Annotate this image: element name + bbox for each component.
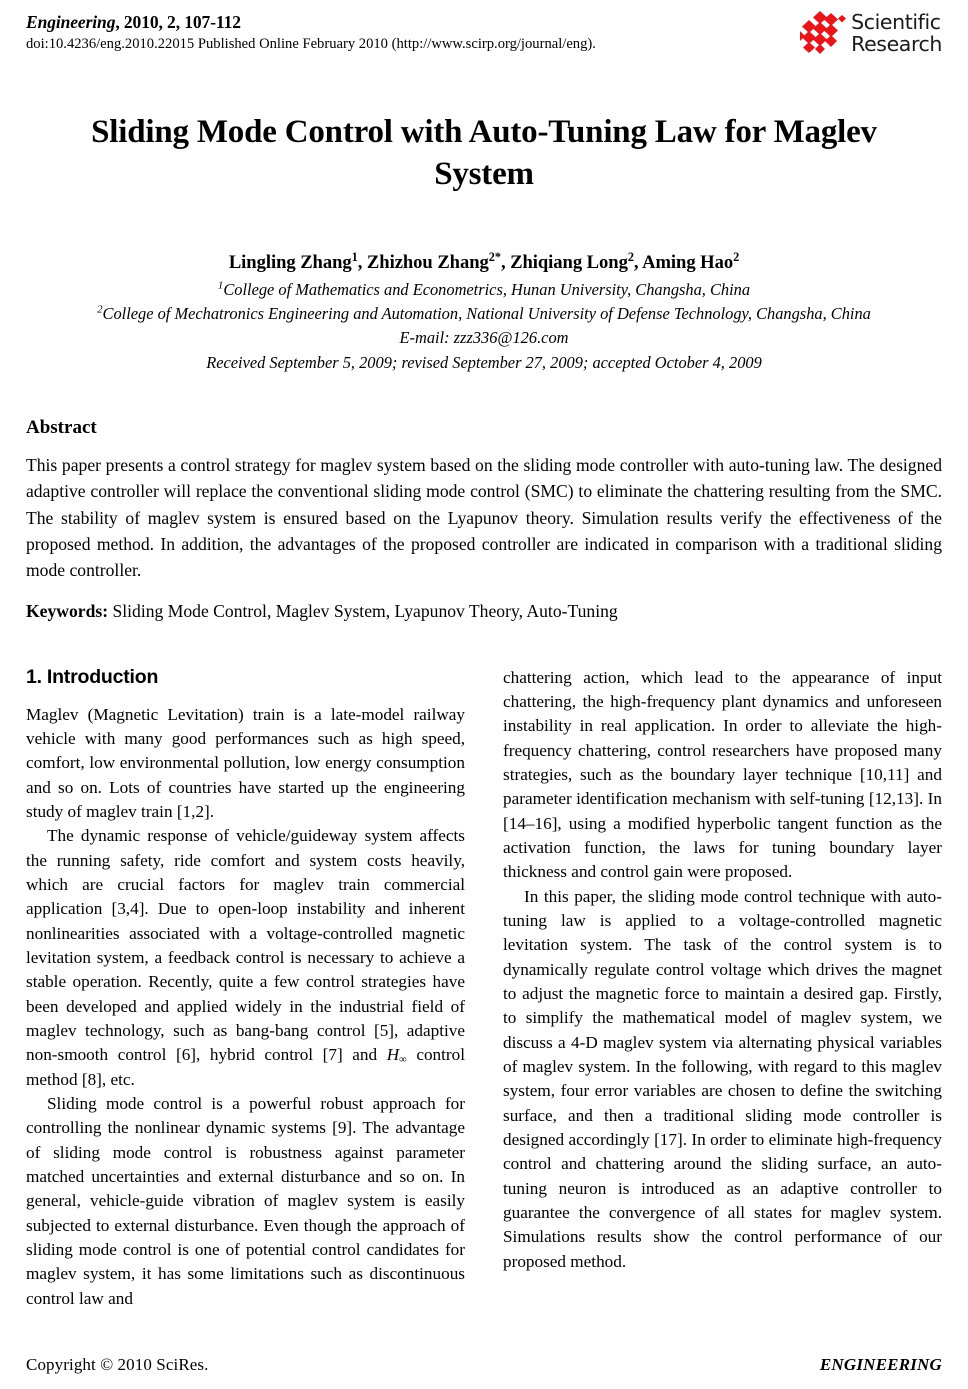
diamond-grid-icon xyxy=(800,11,846,55)
journal-name: Engineering xyxy=(26,12,116,32)
logo-line-scientific: Scientific xyxy=(851,9,941,34)
keywords-label: Keywords: xyxy=(26,600,109,621)
page-header xyxy=(26,10,942,68)
abstract-heading: Abstract xyxy=(26,417,97,439)
section-number: 1. xyxy=(26,665,42,688)
body-columns xyxy=(26,666,942,1311)
column-left xyxy=(26,666,465,1311)
paper-title: Sliding Mode Control with Auto-Tuning Law for Maglev System xyxy=(91,114,877,192)
paragraph-left-2-text: The dynamic response of vehicle/guideway system affects the running safety, ride comfort and system costs heavily, which are crucial factors for maglev train commercial application [3,4]. Due to open-loop instability and inherent nonlinearities associated with a voltage-controlled magnetic levitation system, a feedback control is necessary to achieve a stable operation. Recently, quite a few control strategies have been developed and applied widely in the industrial field of maglev technology, such as bang-bang control [5], adaptive non-smooth control [6], hybrid control [7] and xyxy=(26,826,465,1065)
paragraph-left-2 xyxy=(26,824,465,1092)
paragraph-left-3: Sliding mode control is a powerful robust approach for controlling the nonlinear dynamic systems [9]. The advantage of sliding mode control is robustness against parameter matched uncertainties and external disturbance and so on. In general, vehicle-guide vibration of maglev system is easily subjected to external disturbance. Even though the approach of sliding mode control is one of potential control candidates for maglev system, it has some limitations such as discontinuous control law and xyxy=(26,1093,465,1308)
copyright-notice: Copyright © 2010 SciRes. xyxy=(26,1355,209,1374)
math-h-infinity xyxy=(387,1045,407,1064)
math-subscript-infinity: ∞ xyxy=(399,1054,407,1066)
section-heading-introduction xyxy=(26,666,465,689)
journal-citation-line xyxy=(26,12,596,33)
abstract-text: This paper presents a control strategy for maglev system based on the sliding mode controller with auto-tuning law. The designed adaptive controller will replace the conventional sliding mode control (SMC) to eliminate the chattering resulting from the SMC. The stability of maglev system is ensured based on the Lyapunov theory. Simulation results verify the effectiveness of the proposed method. In addition, the advantages of the proposed controller are indicated in comparison with a traditional sliding mode controller. xyxy=(26,455,942,580)
footer-journal-name: ENGINEERING xyxy=(819,1355,942,1374)
math-symbol-h: H xyxy=(386,1045,400,1065)
paragraph-left-2-tail: control method [8], etc. xyxy=(26,1045,465,1089)
affiliation-2: $^2$College of Mechatronics Engineering and Automation, National University of Defense Technology, Changsha, China xyxy=(97,304,871,324)
contact-email: E-mail: zzz336@126.com xyxy=(399,328,569,348)
logo-wordmark xyxy=(851,9,942,56)
header-citation-block xyxy=(26,10,596,54)
logo-line-research: Research xyxy=(851,32,942,56)
author-list: Lingling Zhang$^1$, Zhizhou Zhang$^{2*}$, Zhiqiang Long$^2$, Aming Hao$^2$ xyxy=(228,249,740,273)
journal-issue: , 2010, 2, 107-112 xyxy=(115,12,241,32)
section-title: Introduction xyxy=(46,665,159,688)
doi-line: doi:10.4236/eng.2010.22015 Published Online February 2010 (http://www.scirp.org/journal/eng). xyxy=(26,35,596,52)
keywords-text: Sliding Mode Control, Maglev System, Lyapunov Theory, Auto-Tuning xyxy=(112,600,618,621)
paragraph-left-1: Maglev (Magnetic Levitation) train is a late-model railway vehicle with many good performances such as high speed, comfort, low environmental pollution, low energy consumption and so on. Lots of countries have started up the engineering study of maglev train [1,2]. xyxy=(26,704,465,821)
page-footer xyxy=(26,1355,942,1375)
paragraph-right-1: chattering action, which lead to the appearance of input chattering, the high-frequency plant dynamics and unforeseen instability in real application. In order to alleviate the high-frequency chattering, control researchers have proposed many strategies, such as the boundary layer technique [10,11] and parameter identification mechanism with self-tuning [12,13]. In [14–16], using a modified hyperbolic tangent function as the activation function, the laws for tuning boundary layer thickness and control gain were proposed. xyxy=(503,667,942,882)
submission-dates: Received September 5, 2009; revised September 27, 2009; accepted October 4, 2009 xyxy=(206,352,762,372)
affiliation-1: $^1$College of Mathematics and Econometrics, Hunan University, Changsha, China xyxy=(217,279,751,299)
paragraph-right-2: In this paper, the sliding mode control technique with auto-tuning law is applied to a voltage-controlled magnetic levitation system. The task of the control system is to dynamically regulate control voltage which drives the magnet to adjust the magnetic force to maintain a desired gap. Firstly, to simplify the mathematical model of maglev system, we discuss a 4-D maglev system via alternating physical variables of maglev system. In the following, with regard to this maglev system, four error variables are chosen to define the switching surface, and then a traditional sliding mode controller is designed accordingly [17]. In order to eliminate high-frequency control and chattering around the sliding surface, an auto-tuning neuron is introduced as an adaptive controller to guarantee the convergence of all states for maglev system. Simulations results show the control performance of our proposed method. xyxy=(503,886,942,1271)
column-right xyxy=(503,666,942,1311)
scientific-research-logo xyxy=(800,10,942,55)
keywords-line xyxy=(26,598,942,624)
